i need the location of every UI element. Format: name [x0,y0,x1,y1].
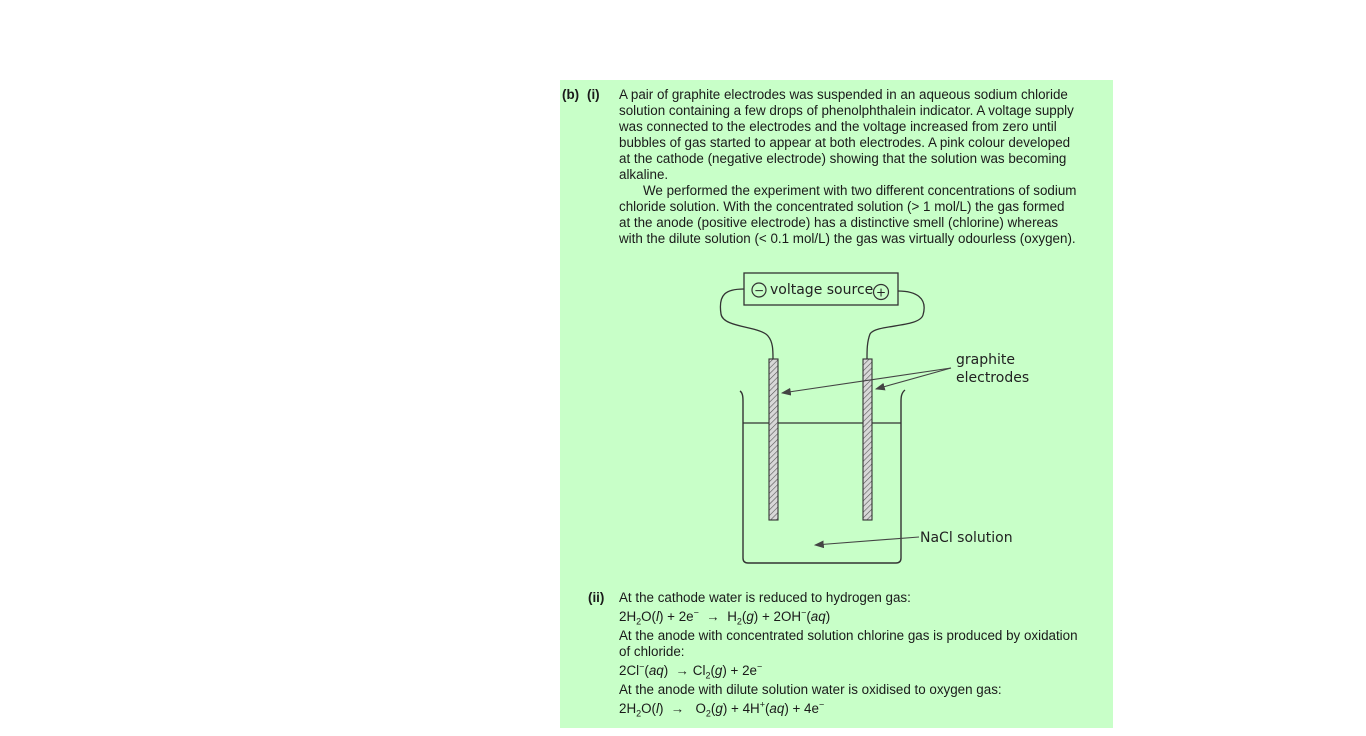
left-wire [720,289,773,359]
para1-line: solution containing a few drops of phenolphthalein indicator. A voltage supply [619,103,1074,118]
pointer-solution [815,537,919,545]
para1-line: bubbles of gas started to appear at both electrodes. A pink colour developed [619,135,1071,150]
electrodes-label-line1: graphite [956,352,1015,368]
part-ii-label: (ii) [588,590,605,605]
cathode-text: At the cathode water is reduced to hydrogen gas: [619,590,911,605]
pointer-right-electrode [876,368,951,389]
part-b-label: (b) [562,87,580,102]
anode-dilute-text: At the anode with dilute solution water is oxidised to oxygen gas: [619,682,1002,697]
electrodes-label-line2: electrodes [956,370,1030,386]
para2-line: We performed the experiment with two different concentrations of sodium [643,183,1077,198]
anode-concentrated-line2: of chloride: [619,644,685,659]
minus-symbol: − [753,283,765,298]
beaker [740,390,905,563]
para1-line: was connected to the electrodes and the voltage increased from zero until [619,119,1057,134]
electrolysis-diagram [700,262,1040,572]
para1-line: alkaline. [619,167,669,182]
arrow-icon: → [706,609,720,624]
left-electrode [769,359,778,520]
arrow-icon: → [670,701,685,716]
plus-symbol: + [875,285,887,300]
anode-concentrated-line1: At the anode with concentrated solution chlorine gas is produced by oxidation [619,628,1078,643]
equation-cathode: $2H_2O(l) + 2e^- \to H_2(g) + 2OH^-(aq)$ [619,607,831,627]
equation-chlorine: $2Cl^-(aq) \to Cl_2(g) + 2e^-$ [619,661,763,681]
nacl-solution-label: NaCl solution [920,530,1013,546]
part-i-label: (i) [587,87,600,102]
right-electrode [863,359,872,520]
para2-line: with the dilute solution (< 0.1 mol/L) the gas was virtually odourless (oxygen). [619,231,1076,246]
para1-line: at the cathode (negative electrode) showing that the solution was becoming [619,151,1067,166]
para2-line: at the anode (positive electrode) has a distinctive smell (chlorine) whereas [619,215,1059,230]
para1-line: A pair of graphite electrodes was suspended in an aqueous sodium chloride [619,87,1068,102]
para2-line: chloride solution. With the concentrated solution (> 1 mol/L) the gas formed [619,199,1065,214]
arrow-icon: → [675,663,690,678]
voltage-source-label: voltage source [770,282,874,298]
right-wire [867,291,924,359]
equation-oxygen: $2H_2O(l)$ → $O_2(g) + 4H^+(aq) + 4e^-$ [619,699,825,719]
